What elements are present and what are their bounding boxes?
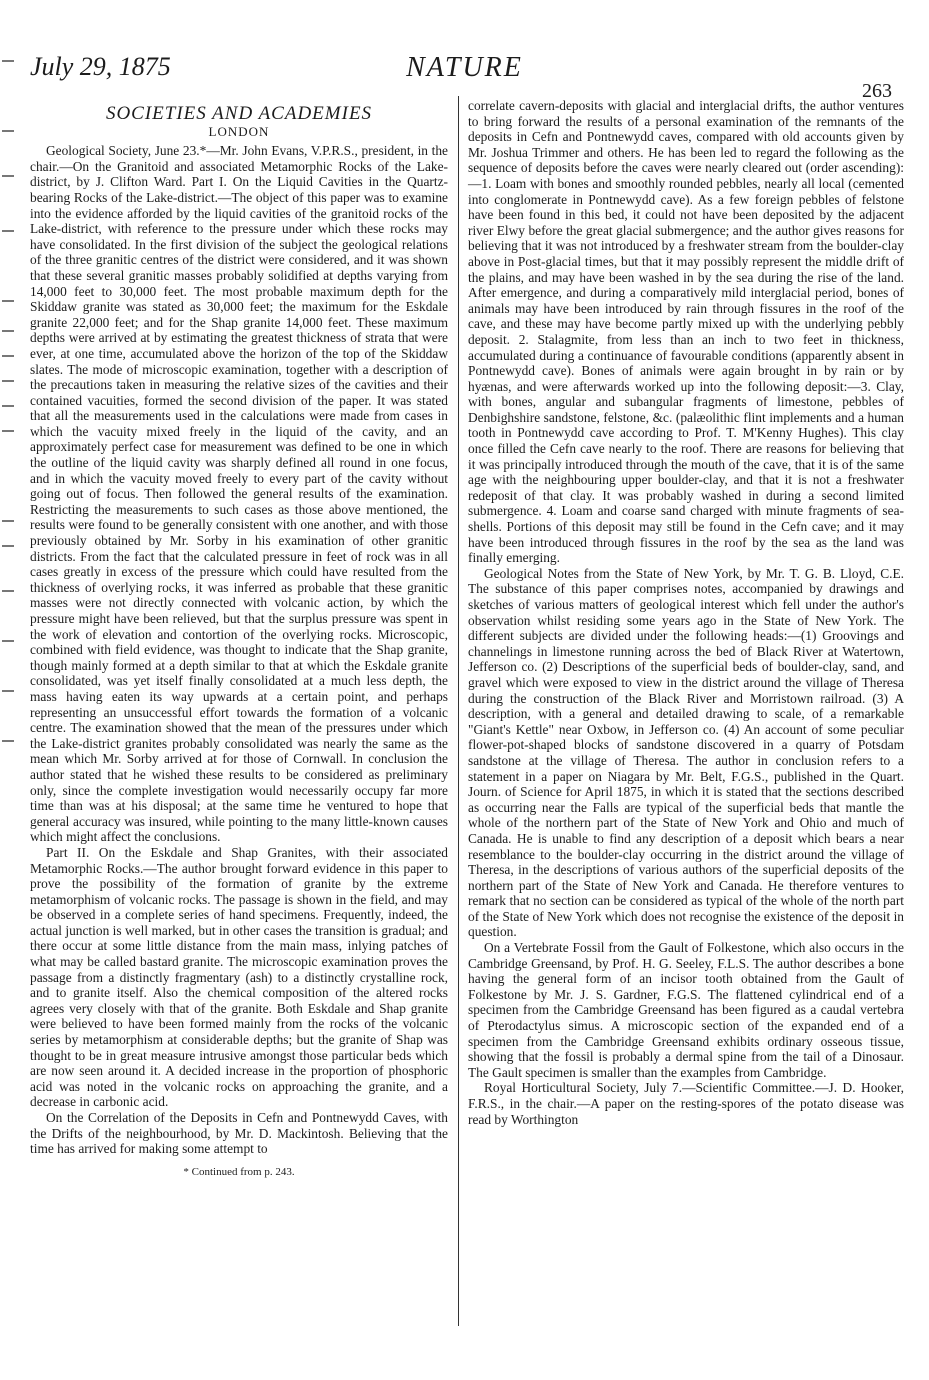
page-number: 263 [862, 80, 892, 102]
left-column [30, 98, 448, 1180]
footnote: * Continued from p. 243. [183, 1165, 295, 1178]
paragraph: On the Correlation of the Deposits in Cefn and Pontnewydd Caves, with the Drifts of the neighbourhood, by Mr. D. Mackintosh. Believing that the time has arrived for making some attempt to [30, 1110, 448, 1157]
binding-margin [0, 0, 18, 1380]
column-divider [458, 96, 459, 1326]
paragraph: Geological Notes from the State of New York, by Mr. T. G. B. Lloyd, C.E. The substance of this paper comprises notes, accompanied by drawings and sketches of various matters of geological interest which fell under the author's observation whilst residing some years ago in the State of New York. The different subjects are divided under the following heads:—(1) Groovings and channelings in limestone running across the bed of Black River at Watertown, Jefferson co. (2) Descriptions of the superficial beds of boulder-clay, sand, and gravel which were exposed to view in the district around the village of Theresa during the construction of the Black River and Morristown railroad. (3) A description, with a general and detailed drawing to scale, of a remarkable "Giant's Kettle" near Oxbow, in Jefferson co. (4) An account of some peculiar flower-pot-shaped blocks of sandstone discovered in a quarry of Potsdam sandstone at the village of Theresa. The author in conclusion refers to a statement in a paper on Niagara by Mr. Belt, F.G.S., published in the Quart. Journ. of Science for April 1875, in which it is stated that the sections described as occurring near the Falls are typical of the superficial beds that mantle the whole of the northern part of the State of New York and Ohio and much of Canada. He is unable to find any description of a deposit which bears a near resemblance to the boulder-clay occurring in the district around the village of Theresa, in the descriptions of various authors of the superficial deposits of the northern part of the State of New York and Canada. He therefore ventures to remark that no section can be considered as typical of the whole of the north part of the State of New York which does not recognise the existence of the deposit in question. [468, 565, 904, 940]
paragraph: Royal Horticultural Society, July 7.—Scientific Committee.—J. D. Hooker, F.R.S., in the chair.—A paper on the resting-spores of the potato disease was read by Worthington [468, 1080, 904, 1127]
issue-date: July 29, 1875 [30, 52, 171, 81]
journal-title: NATURE [406, 52, 523, 83]
paragraph: On a Vertebrate Fossil from the Gault of Folkestone, which also occurs in the Cambridge Greensand, by Prof. H. G. Seeley, F.L.S. The author describes a bone having the general form of an incisor tooth obtained from the Gault of Folkestone by Mr. J. S. Gardner, F.G.S. The flattened cylindrical end of a specimen from the Cambridge Greensand has been figured as a caudal vertebra of Pterodactylus simus. A microscopic section of the expanded end of a specimen from the Cambridge Greensand exhibits ordinary osseous tissue, showing that the fossil is probably a dermal spine from the tail of a Dinosaur. The Gault specimen is smaller than the examples from Cambridge. [468, 940, 904, 1080]
section-subtitle: LONDON [208, 123, 270, 139]
section-title: SOCIETIES AND ACADEMIES [105, 103, 373, 124]
paragraph: Geological Society, June 23.*—Mr. John Evans, V.P.R.S., president, in the chair.—On the Granitoid and associated Metamorphic Rocks of the Lake-district, by J. Clifton Ward. Part I. On the Liquid Cavities in the Quartz-bearing Rocks of the Lake-district.—The object of this paper was to examine into the evidence afforded by the liquid cavities of the granitoid rocks of the Lake-district, with reference to the pressure under which these rocks may have consolidated. In the first division of the subject the geological relations of the three granitic centres of the district were considered, and it was shown that these several granitic masses probably solidified at depths varying from 14,000 feet to 30,000 feet. The most probable maximum depth for the Skiddaw granite was stated as 30,000 feet; the maximum for the Eskdale granite 22,000 feet; and for the Shap granite 14,000 feet. These maximum depths were arrived at by estimating the greatest thickness of strata that were ever, at one time, accumulated above the horizon of the top of the Skiddaw slates. The mode of microscopic examination, together with a description of the precautions taken in measuring the relative sizes of the cavities and their contained vacuities, formed the second division of the paper. It was stated that all the measurements used in the calculations were made from cases in which the vacuity mixed freely in the liquid of the cavity, and an approximately perfect case for measurement was defined to be one in which the outline of the liquid cavity was sharply defined all round in one focus, and in which the vacuity moved freely to every part of the cavity without going out of focus. Then followed the general results of the examination. Restricting the measurements to such cases as those above mentioned, the results were found to be generally consistent with one another, and with those previously obtained by Mr. Sorby in his examination of other granitic districts. From the fact that the calculated pressure in feet of rock was in all cases greatly in excess of the pressure which could have resulted from the thickness of overlying rocks, it was inferred as probable that these granitic masses were not directly connected with volcanic action, by which the pressure might have been relieved, but that the surplus pressure was spent in the work of elevation and contortion of the overlying rocks. Microscopic, combined with field evidence, was thought to indicate that the Shap granite, though mainly formed at a depth similar to that at which the Eskdale granite consolidated, was yet itself finally consolidated at a much less depth, the mass having eaten its way upwards at a certain point, and perhaps representing an unsuccessful effort towards the formation of a volcanic centre. The examination showed that the mean of the pressures under which the Lake-district granites probably consolidated was nearly the same as the mean which Mr. Sorby arrived at for those of Cornwall. In conclusion the author stated that he wished these results to be considered as preliminary only, since the complete investigation would necessarily occupy far more time than was at his disposal; at the same time he ventured to hope that general accuracy was insured, while pointing to the many little-known causes which might affect the conclusions. [30, 143, 448, 845]
paragraph: Part II. On the Eskdale and Shap Granites, with their associated Metamorphic Rocks.—The author brought forward evidence in this paper to prove the possibility of the formation of granite by the extreme metamorphism of volcanic rocks. The passage is shown in the field, and may be observed in a complete series of hand specimens. Frequently, indeed, the actual junction is well marked, but in other cases the transition is gradual; and there occur at some little distance from the main mass, inlying patches of what may be called bastard granite. The microscopic examination proves the passage from a distinctly fragmentary (ash) to a distinctly crystalline rock, and to granite itself. Also the chemical composition of the altered rocks agrees very closely with that of the granite. Both Eskdale and Shap granite were believed to have been formed mainly from the rocks of the volcanic series by metamorphism at considerable depths; but the granite of Shap was thought to be in great measure intrusive amongst those particular beds which are now seen around it. A decided increase in the proportion of phosphoric acid was noted in the volcanic rocks on approaching the granite, and a decrease in carbonic acid. [30, 844, 448, 1110]
right-column [468, 98, 904, 1127]
paragraph: correlate cavern-deposits with glacial and interglacial drifts, the author ventures to bring forward the results of a personal examination of the remnants of the deposits in Cefn and Pontnewydd caves, compared with old accounts given by Mr. Joshua Trimmer and others. He has been led to regard the following as the sequence of deposits before the caves were nearly cleared out (order ascending):—1. Loam with bones and smoothly rounded pebbles, nearly all local (cemented into conglomerate in Pontnewydd cave). As a few foreign pebbles of felstone have been found in this bed, it could not have been deposited by the adjacent river Elwy before the great glacial submergence; and the author gives reasons for believing that it was not introduced by a freshwater stream from the boulder-clay above in Post-glacial times, but that it may possibly represent the middle drift of the plains, and may have been washed in by the sea during the rise of the land. After emergence, and during a comparatively mild interglacial period, bones of animals may have been introduced by rain through fissures in the roof of the cave, and these may have become partly mixed up with the underlying pebbly deposit. 2. Stalagmite, from less than an inch to two feet in thickness, accumulated during a continuance of favourable conditions (apparently absent in Pontnewydd cave). Bones of animals were again brought in by rain or by hyænas, and were afterwards worked up into the following deposit:—3. Clay, with bones, angular and subangular fragments of limestone, pebbles of Denbighshire sandstone, felstone, &c. (palæolithic flint implements and a human tooth in Pontnewydd cave according to Prof. T. M'Kenny Hughes). This clay once filled the Cefn cave nearly to the roof. There are reasons for believing that it was principally introduced through the mouth of the cave, that it is of the same age with the neighbouring upper boulder-clay, and that it is not a freshwater redeposit of that clay. It was probably washed in during a second limited submergence. 4. Loam and coarse sand charged with minute fragments of sea-shells. Portions of this deposit may still be found in the Cefn cave; and it may have been introduced through fissures in the roof by the sea as the land was finally emerging. [468, 98, 904, 566]
